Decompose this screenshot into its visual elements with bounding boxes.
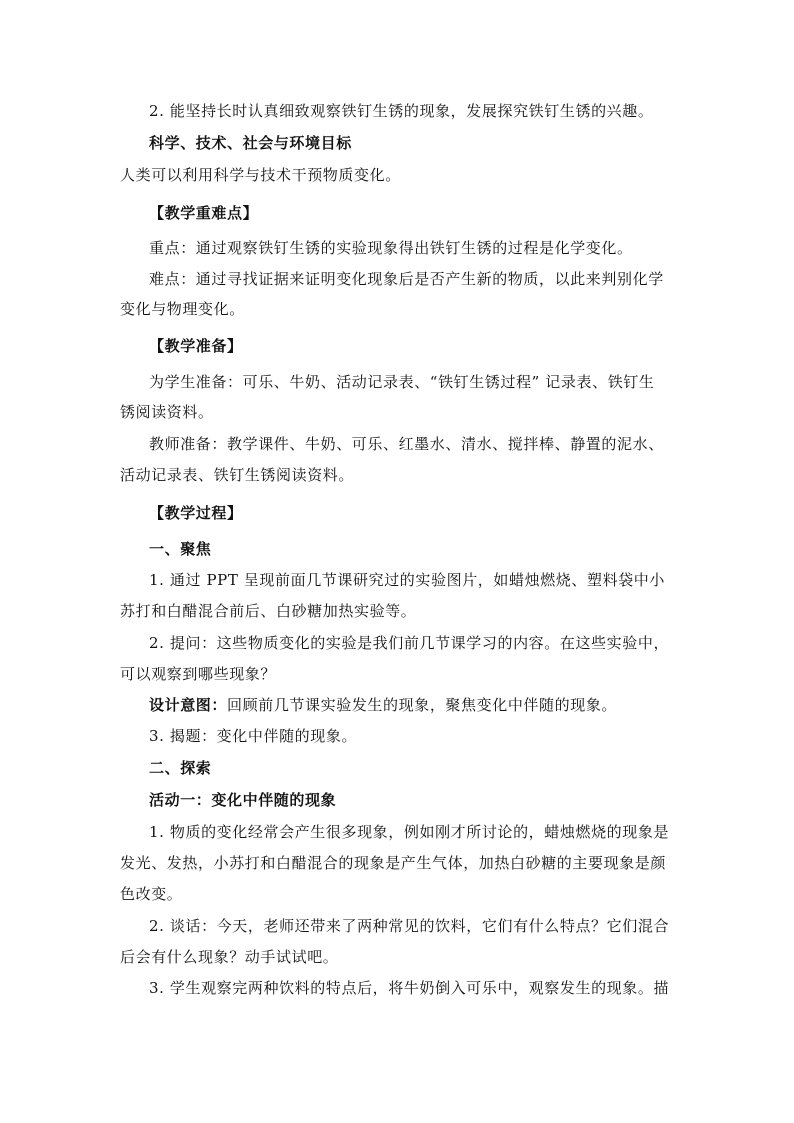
sts-goal-text: 人类可以利用科学与技术干预物质变化。 <box>120 166 401 184</box>
explore-2-line2: 后会有什么现象？动手试试吧。 <box>120 948 339 966</box>
key-point-text: 重点：通过观察铁钉生锈的实验现象得出铁钉生锈的过程是化学变化。 <box>149 239 633 257</box>
explore-1-line2: 发光、发热，小苏打和白醋混合的现象是产生气体，加热白砂糖的主要现象是颜 <box>120 854 667 872</box>
focus-2-line1: 2. 提问：这些物质变化的实验是我们前几节课学习的内容。在这些实验中， <box>149 634 670 652</box>
teacher-prep-line2: 活动记录表、铁钉生锈阅读资料。 <box>120 466 355 484</box>
design-intent-text: 回顾前几节课实验发生的现象，聚焦变化中伴随的现象。 <box>227 696 618 714</box>
difficulty-text-line2: 变化与物理变化。 <box>120 300 245 318</box>
explore-3-line1: 3. 学生观察完两种饮料的特点后，将牛奶倒入可乐中，观察发生的现象。描 <box>149 979 670 997</box>
heading-key-points: 【教学重难点】 <box>149 204 259 222</box>
explore-2-line1: 2. 谈话：今天，老师还带来了两种常见的饮料，它们有什么特点？它们混合 <box>149 917 670 935</box>
section-explore: 二、探索 <box>149 759 212 777</box>
focus-1-line2: 苏打和白醋混合前后、白砂糖加热实验等。 <box>120 602 417 620</box>
student-prep-line2: 锈阅读资料。 <box>120 403 214 421</box>
heading-preparation: 【教学准备】 <box>149 337 243 355</box>
focus-3-text: 3. 揭题：变化中伴随的现象。 <box>149 727 358 745</box>
goal-2-text: 2. 能坚持长时认真细致观察铁钉生锈的现象，发展探究铁钉生锈的兴趣。 <box>149 102 654 120</box>
design-intent-label: 设计意图： <box>149 696 228 714</box>
teacher-prep-line1: 教师准备：教学课件、牛奶、可乐、红墨水、清水、搅拌棒、静置的泥水、 <box>149 435 664 453</box>
student-prep-line1: 为学生准备：可乐、牛奶、活动记录表、“铁钉生锈过程” 记录表、铁钉生 <box>149 373 655 391</box>
heading-process: 【教学过程】 <box>149 504 243 522</box>
difficulty-text-line1: 难点：通过寻找证据来证明变化现象后是否产生新的物质，以此来判别化学 <box>149 270 664 288</box>
heading-sts-goal: 科学、技术、社会与环境目标 <box>149 134 352 152</box>
focus-1-line1: 1. 通过 PPT 呈现前面几节课研究过的实验图片，如蜡烛燃烧、塑料袋中小 <box>149 571 666 589</box>
section-focus: 一、聚焦 <box>149 540 212 558</box>
focus-2-line2: 可以观察到哪些现象？ <box>120 665 277 683</box>
explore-1-line1: 1. 物质的变化经常会产生很多现象，例如刚才所讨论的，蜡烛燃烧的现象是 <box>149 823 670 841</box>
explore-1-line3: 色改变。 <box>120 885 183 903</box>
design-intent <box>149 695 617 715</box>
activity-1-heading: 活动一：变化中伴随的现象 <box>149 791 337 809</box>
